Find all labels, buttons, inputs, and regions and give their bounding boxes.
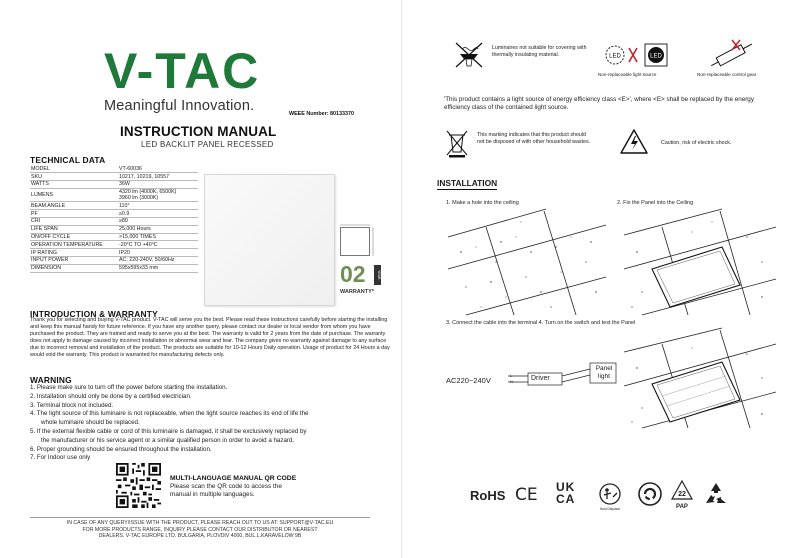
introduction-text: Thank you for selecting and buying V-TAC product. V-TAC will serve you the best. Please read these instructions carefully before starting the installing and keep this manual handy for future reference. If you have any another query, please contact our dealer or local vendor from whom you have purchased the product. They are trained and ready to serve you at the best. The warranty is valid for 2 years from the date of purchase. The warranty does not apply to damage caused by incorrect installation or abnormal wear and tear. The company gives no warranty against damage to any surface due to incorrect removal and installation of the product. The products are suitable for 10-12 Hours Daily operation. Usage of product for 24 Hours a day would void the warranty. This product is warranted for manufacturing defects only.	[30, 317, 390, 359]
step-1-illustration	[446, 207, 608, 317]
manual-title: INSTRUCTION MANUAL	[120, 124, 277, 139]
qr-text: Please scan the QR code to access the manual in multiple languages.	[170, 483, 282, 498]
panel-light-label: Panel light	[595, 365, 613, 380]
list-item: 2. Installation should only be done by a certified electrician.	[30, 392, 192, 400]
electric-shock-icon	[619, 128, 649, 155]
no-insulation-icon	[452, 41, 486, 71]
weee-number: WEEE Number: 80133370	[289, 111, 355, 117]
technical-data-table	[30, 165, 198, 273]
warning-list	[30, 384, 390, 463]
shock-text: Caution, risk of electric shock.	[661, 140, 732, 146]
svg-text:22: 22	[678, 491, 686, 498]
pap-recycle-icon	[670, 479, 694, 511]
list-item: the manufacturer or his service agent or a similar qualified person in order to avoid a hazard.	[41, 436, 295, 444]
list-item: 3. Terminal block not included.	[30, 401, 114, 409]
energy-class-statement: 'This product contains a light source of energy efficiency class <E>', where <E> shall be replaced by the energy efficiency class of the contained light source.	[444, 96, 754, 111]
list-item: 7. For Indoor use only	[30, 454, 91, 462]
footer-line-1: IN CASE OF ANY QUERY/ISSUE WITH THE PRODUCT, PLEASE REACH OUT TO US AT: SUPPORT@V-TAC.EU	[66, 520, 334, 526]
step-2-caption: 2. Fix the Panel into the Ceiling	[617, 200, 694, 206]
svg-text:LED: LED	[609, 53, 621, 60]
page-divider	[401, 0, 402, 558]
non-replaceable-light-caption: Non-replaceable light source	[598, 72, 657, 77]
footer-line-2: FOR MORE PRODUCTS RANGE, INQUIRY PLEASE CONTACT OUR DISTRIBUTOR OR NEAREST	[82, 526, 318, 533]
table-row: WATTS 36W	[30, 181, 198, 189]
wire-l-label: L	[510, 373, 513, 378]
list-item: 1. Please make sure to turn off the power before starting the installation.	[30, 384, 228, 391]
rohs-mark: RoHS	[470, 488, 506, 503]
voltage-label: AC220~240V	[446, 376, 491, 385]
introduction-heading: INTRODUCTION & WARRANTY	[30, 309, 158, 319]
technical-data-heading: TECHNICAL DATA	[30, 155, 106, 165]
wire-n-label: N	[510, 379, 513, 384]
table-row: CRI ≥80	[30, 217, 198, 225]
ukca-mark: UK CA	[556, 480, 576, 506]
list-item: 6. Proper grounding should be ensured throughout the installation.	[30, 445, 212, 453]
qr-code[interactable]	[116, 463, 161, 508]
table-row: BEAM ANGLE 110°	[30, 202, 198, 210]
logo-wordmark: V-TAC	[104, 43, 261, 99]
weee-bin-icon	[445, 128, 469, 158]
table-row: MODEL VT-60036	[30, 165, 198, 173]
step-3-illustration	[622, 326, 778, 430]
driver-label: Driver	[531, 375, 550, 382]
step-2-illustration	[622, 207, 778, 317]
list-item: 5. If the external flexible cable or cord of this luminaire is damaged, it shall be exclusively replaced by	[30, 427, 307, 435]
disposal-text: This marking indicates that this product should not be disposed of with other household wastes.	[477, 132, 591, 145]
vtac-logo	[104, 43, 304, 114]
table-row: IP RATING IP20	[30, 249, 198, 257]
non-replaceable-gear-caption: Non-replaceable control gear	[697, 72, 757, 77]
dimension-lines	[337, 222, 375, 262]
list-item: 4. The light source of this luminaire is not replaceable, when the light source reaches its end of life the	[30, 410, 309, 418]
warranty-year-tag: YEAR	[374, 265, 381, 285]
tidyman-icon	[595, 481, 625, 511]
svg-text:LED: LED	[650, 53, 662, 60]
warranty-label: WARRANTY*	[340, 289, 374, 295]
footer	[30, 518, 370, 540]
svg-text:Bold Disposal: Bold Disposal	[600, 507, 620, 511]
insulation-warning-text: Luminaires not suitable for covering with thermally insulating material.	[492, 45, 587, 58]
table-row: OPERATION TEMPERATURE -20°C TO +40°C	[30, 241, 198, 249]
table-row: LUMENS 4320 lm (4000K, 6500K) 3960 lm (3000K)	[30, 188, 198, 202]
warning-heading: WARNING	[30, 375, 72, 385]
svg-text:PAP: PAP	[676, 504, 688, 510]
table-row: PF ≥0.9	[30, 210, 198, 218]
non-replaceable-light-icon	[603, 40, 671, 70]
step-1-caption: 1. Make a hole into the ceiling	[446, 200, 519, 206]
installation-heading: INSTALLATION	[437, 178, 498, 188]
step-3-caption: 3. Connect the cable into the terminal 4. Turn on the switch and test the Panel	[446, 320, 636, 326]
qr-heading: MULTI-LANGUAGE MANUAL QR CODE	[170, 475, 297, 482]
panel-product-image	[204, 174, 335, 306]
list-item: whole luminaire should be replaced.	[41, 419, 140, 427]
manual-subtitle: LED BACKLIT PANEL RECESSED	[141, 140, 274, 149]
table-row: SKU 10217, 10219, 10557	[30, 173, 198, 181]
table-row: ON/OFF CYCLE >15,000 TIMES	[30, 233, 198, 241]
non-replaceable-gear-icon	[706, 38, 762, 68]
warranty-badge	[340, 261, 381, 295]
logo-tagline: Meaningful Innovation.	[104, 98, 255, 114]
table-row: DIMENSION 595x595x33 mm	[30, 264, 198, 272]
warranty-years: 02	[340, 261, 366, 287]
table-row: INPUT POWER AC: 220-240V, 50/60Hz	[30, 256, 198, 264]
recycle-icon	[703, 481, 729, 507]
ce-mark: CE	[515, 485, 538, 505]
footer-line-3: DEALERS. V-TAC EUROPE LTD. BULGARIA, PLOVDIV 4000, BUL.L.KARAVELOW 9B	[98, 533, 302, 540]
table-row: LIFE SPAN 25,000 Hours	[30, 225, 198, 233]
green-dot-icon	[637, 481, 663, 507]
